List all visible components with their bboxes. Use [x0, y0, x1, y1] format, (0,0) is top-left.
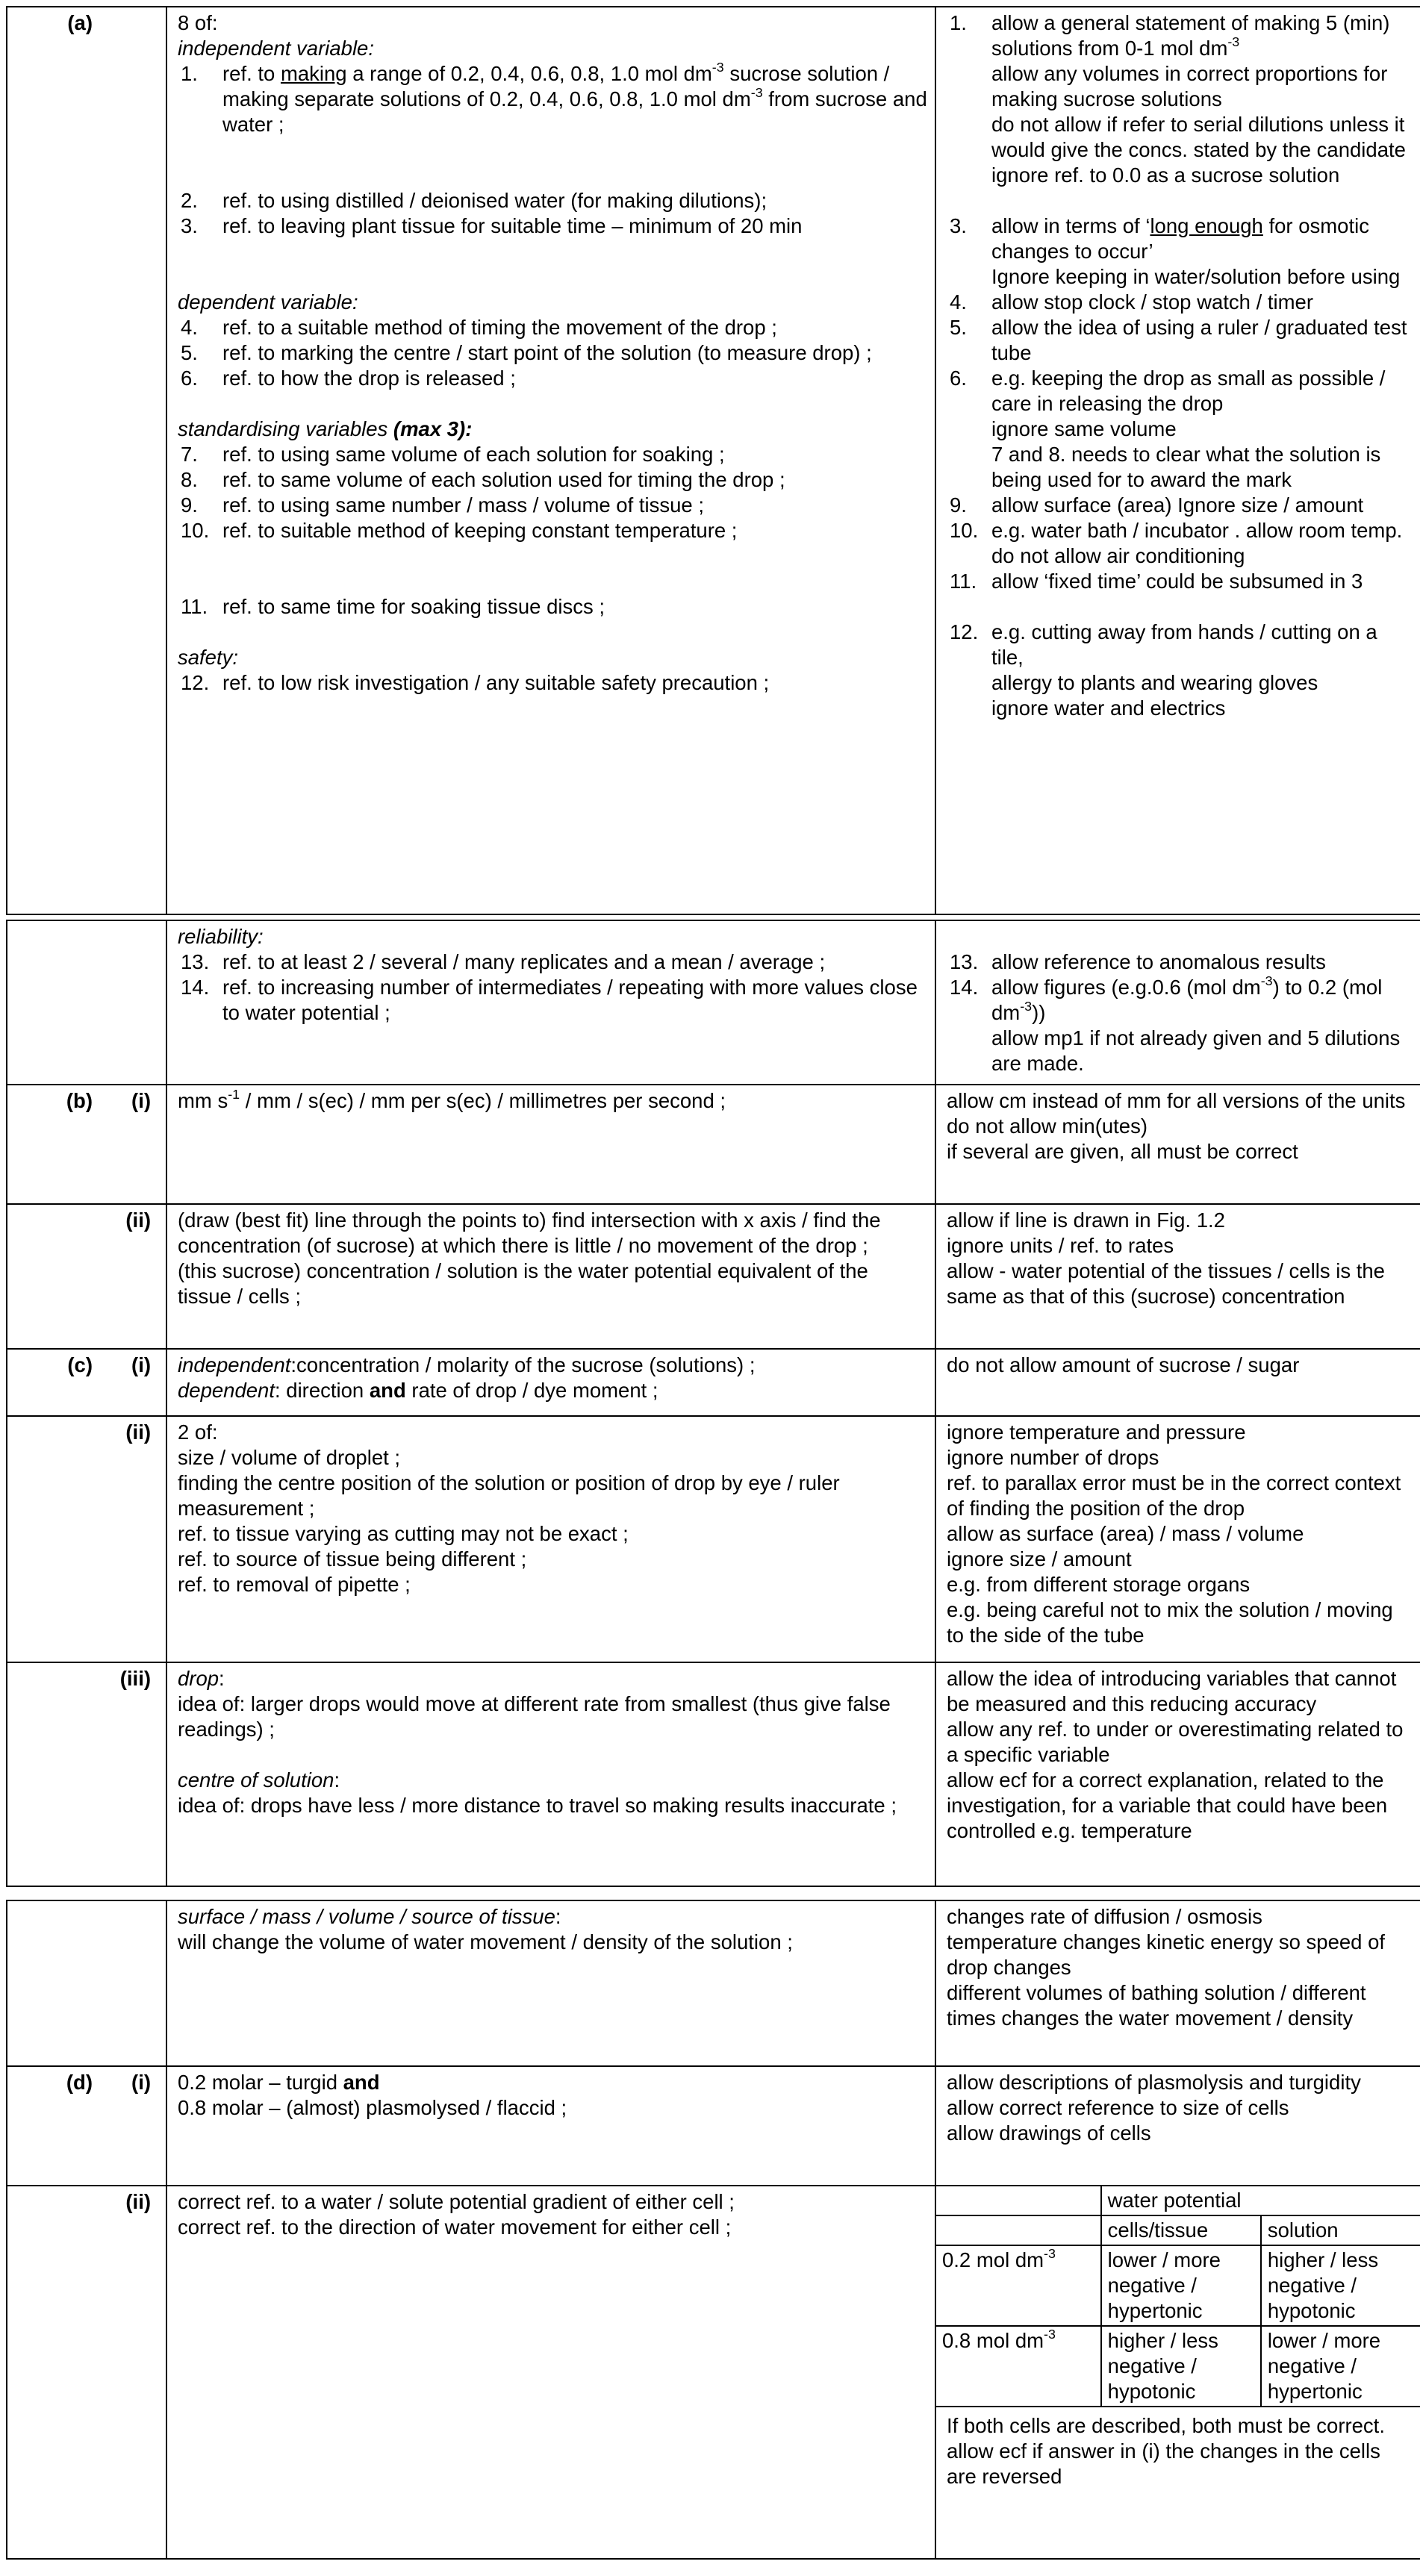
- numbered-list: [178, 188, 927, 239]
- item-number: 13.: [181, 950, 210, 973]
- question-label-cell: (d) (i): [7, 2066, 166, 2186]
- item-text: e.g. water bath / incubator . allow room temp. do not allow air conditioning: [991, 519, 1403, 567]
- table-header: water potential: [1101, 2186, 1420, 2215]
- intro-text: 8 of:: [178, 11, 218, 34]
- question-label-cell: [7, 1900, 166, 2066]
- question-label-cell: [7, 7, 166, 914]
- guidance-cell: changes rate of diffusion / osmosis temperature changes kinetic energy so speed of drop changes different volumes of bathing solution / different times changes the water movement / density: [935, 1900, 1420, 2066]
- mark-scheme-table-part-a: [6, 6, 1420, 915]
- table-row: [7, 2066, 1420, 2186]
- list-item: [947, 315, 1413, 366]
- numbered-list: [178, 315, 927, 391]
- answer-cell: drop: idea of: larger drops would move at different rate from smallest (thus give false readings) ; centre of solution: idea of: drops have less / more distance to travel so making results inaccurate ;: [166, 1662, 935, 1886]
- numbered-list: [178, 442, 927, 543]
- list-item: [947, 518, 1413, 569]
- item-number: 11.: [181, 595, 208, 618]
- table-cell: higher / less negative / hypotonic: [1101, 2326, 1261, 2407]
- list-item: [178, 61, 927, 137]
- item-number: 10.: [950, 519, 979, 542]
- guidance-note: If both cells are described, both must be correct. allow ecf if answer in (i) the changes in the cells are reversed: [947, 2414, 1385, 2488]
- numbered-list: [947, 493, 1413, 518]
- table-cell: higher / less negative / hypotonic: [1261, 2245, 1420, 2326]
- item-number: 12.: [181, 671, 210, 694]
- item-number: 11.: [950, 570, 977, 593]
- list-item: [178, 366, 927, 391]
- item-number: 5.: [181, 341, 198, 364]
- mark-scheme-table-part-c: [6, 1900, 1420, 2560]
- item-number: 1.: [950, 11, 967, 34]
- item-text: ref. to how the drop is released ;: [222, 367, 516, 390]
- item-text: e.g. cutting away from hands / cutting on a tile, allergy to plants and wearing gloves ignore water and electrics: [991, 620, 1377, 720]
- item-number: 7.: [181, 443, 198, 466]
- section-heading: dependent variable:: [178, 290, 358, 314]
- list-item: [178, 493, 927, 518]
- list-item: [178, 518, 927, 543]
- list-item: [178, 594, 927, 620]
- list-item: [947, 949, 1413, 975]
- answer-cell: 2 of: size / volume of droplet ; finding the centre position of the solution or position of drop by eye / ruler measurement ; ref. to tissue varying as cutting may not be exact ; ref. to source of tissue being different ; ref. to removal of pipette ;: [166, 1416, 935, 1662]
- item-number: 5.: [950, 316, 967, 339]
- item-number: 9.: [181, 493, 198, 517]
- question-label-cell: (ii): [7, 2186, 166, 2559]
- table-row: [7, 1900, 1420, 2066]
- guidance-cell: allow cm instead of mm for all versions of the units do not allow min(utes) if several are given, all must be correct: [935, 1085, 1420, 1204]
- question-label-cell: [7, 920, 166, 1085]
- table-row: [7, 1085, 1420, 1204]
- item-text: allow the idea of using a ruler / graduated test tube: [991, 316, 1407, 364]
- water-potential-table: [936, 2186, 1420, 2407]
- item-text: ref. to low risk investigation / any suitable safety precaution ;: [222, 671, 770, 694]
- list-item: [178, 340, 927, 366]
- answer-cell: correct ref. to a water / solute potential gradient of either cell ; correct ref. to the direction of water movement for either cell ;: [166, 2186, 935, 2559]
- answer-cell: 0.2 molar – turgid and 0.8 molar – (almost) plasmolysed / flaccid ;: [166, 2066, 935, 2186]
- item-text: allow ‘fixed time’ could be subsumed in 3: [991, 570, 1363, 593]
- guidance-cell: allow the idea of introducing variables that cannot be measured and this reducing accuracy allow any ref. to under or overestimating related to a specific variable allow ecf for a correct explanation, related to the investigation, for a variable that could have been controlled e.g. temperature: [935, 1662, 1420, 1886]
- column-header: cells/tissue: [1101, 2215, 1261, 2245]
- list-item: [947, 620, 1413, 721]
- item-text: allow in terms of ‘long enough for osmotic changes to occur’ Ignore keeping in water/solution before using: [991, 214, 1401, 288]
- question-label: (a): [67, 11, 93, 34]
- item-text: allow surface (area) Ignore size / amount: [991, 493, 1364, 517]
- item-text: ref. to using distilled / deionised water (for making dilutions);: [222, 189, 767, 212]
- list-item: [178, 188, 927, 213]
- list-item: [178, 442, 927, 467]
- item-number: 12.: [950, 620, 979, 643]
- table-row: [936, 2326, 1420, 2407]
- section-heading: standardising variables (max 3):: [178, 417, 473, 440]
- question-label-cell: (c) (i): [7, 1349, 166, 1416]
- list-item: [947, 366, 1413, 493]
- column-header: solution: [1261, 2215, 1420, 2245]
- guidance-cell: [935, 2186, 1420, 2559]
- numbered-list: [178, 594, 927, 620]
- item-number: 3.: [950, 214, 967, 237]
- table-cell: lower / more negative / hypertonic: [1261, 2326, 1420, 2407]
- list-item: [947, 569, 1413, 594]
- table-row: [936, 2215, 1420, 2245]
- item-number: 6.: [181, 367, 198, 390]
- list-item: [178, 975, 927, 1026]
- list-item: [947, 10, 1413, 188]
- answer-cell: surface / mass / volume / source of tissue: will change the volume of water movement / density of the solution ;: [166, 1900, 935, 2066]
- list-item: [947, 213, 1413, 290]
- answer-cell: (draw (best fit) line through the points to) find intersection with x axis / find the concentration (of sucrose) at which there is little / no movement of the drop ; (this sucrose) concentration / solution is the water potential equivalent of the tissue / cells ;: [166, 1204, 935, 1349]
- item-number: 14.: [181, 976, 210, 999]
- table-row: [7, 1349, 1420, 1416]
- table-cell: lower / more negative / hypertonic: [1101, 2245, 1261, 2326]
- answer-cell: [166, 920, 935, 1085]
- table-cell: 0.2 mol $dm^{-3}$: [936, 2245, 1101, 2326]
- question-label-cell: (ii): [7, 1416, 166, 1662]
- table-row: [7, 2186, 1420, 2559]
- guidance-cell: [935, 7, 1420, 914]
- question-label-cell: (iii): [7, 1662, 166, 1886]
- list-item: [178, 467, 927, 493]
- question-label-cell: (b) (i): [7, 1085, 166, 1204]
- answer-cell: independent:concentration / molarity of the sucrose (solutions) ; dependent: direction and rate of drop / dye moment ;: [166, 1349, 935, 1416]
- numbered-list: [947, 290, 1413, 315]
- list-item: [178, 949, 927, 975]
- item-text: ref. to same time for soaking tissue discs ;: [222, 595, 605, 618]
- question-label-cell: (ii): [7, 1204, 166, 1349]
- item-text: e.g. keeping the drop as small as possible / care in releasing the drop ignore same volume 7 and 8. needs to clear what the solution is being used for to award the mark: [991, 367, 1386, 491]
- item-text: ref. to using same volume of each solution for soaking ;: [222, 443, 725, 466]
- item-text: ref. to a suitable method of timing the movement of the drop ;: [222, 316, 777, 339]
- item-number: 8.: [181, 468, 198, 491]
- mark-scheme-table-part-b: [6, 920, 1420, 1887]
- item-text: allow stop clock / stop watch / timer: [991, 290, 1313, 314]
- numbered-list: [947, 10, 1413, 188]
- section-heading: safety:: [178, 646, 239, 669]
- list-item: [947, 290, 1413, 315]
- table-row: [7, 7, 1420, 914]
- item-text: ref. to using same number / mass / volume of tissue ;: [222, 493, 704, 517]
- item-number: 10.: [181, 519, 210, 542]
- table-row: [936, 2245, 1420, 2326]
- item-text: allow figures (e.g.0.6 (mol $dm^{-3}$) to 0.2 (mol $dm^{-3}$)) allow mp1 if not already given and 5 dilutions are made.: [991, 973, 1401, 1075]
- section-heading: reliability:: [178, 925, 264, 948]
- numbered-list: [947, 569, 1413, 594]
- numbered-list: [178, 61, 927, 137]
- list-item: [178, 315, 927, 340]
- item-number: 9.: [950, 493, 967, 517]
- table-cell: 0.8 mol $dm^{-3}$: [936, 2326, 1101, 2407]
- item-text: ref. to at least 2 / several / many replicates and a mean / average ;: [222, 950, 826, 973]
- numbered-list: [178, 670, 927, 696]
- table-row: [7, 920, 1420, 1085]
- guidance-cell: ignore temperature and pressure ignore number of drops ref. to parallax error must be in the correct context of finding the position of the drop allow as surface (area) / mass / volume ignore size / amount e.g. from different storage organs e.g. being careful not to mix the solution / moving to the side of the tube: [935, 1416, 1420, 1662]
- section-heading: independent variable:: [178, 37, 374, 60]
- item-number: 13.: [950, 950, 979, 973]
- item-text: ref. to marking the centre / start point of the solution (to measure drop) ;: [222, 341, 872, 364]
- item-number: 4.: [950, 290, 967, 314]
- table-row: [7, 1662, 1420, 1886]
- item-text: ref. to leaving plant tissue for suitable time – minimum of 20 min: [222, 214, 803, 237]
- answer-cell: mm $s^{-1}$ / mm / s(ec) / mm per s(ec) / millimetres per second ;: [166, 1085, 935, 1204]
- table-row: [7, 1416, 1420, 1662]
- item-text: ref. to increasing number of intermediates / repeating with more values close to water potential ;: [222, 976, 918, 1024]
- item-text: ref. to same volume of each solution used for timing the drop ;: [222, 468, 785, 491]
- numbered-list: [947, 620, 1413, 721]
- numbered-list: [947, 949, 1413, 1076]
- numbered-list: [947, 315, 1413, 366]
- guidance-cell: [935, 920, 1420, 1085]
- numbered-list: [947, 518, 1413, 569]
- list-item: [178, 213, 927, 239]
- guidance-cell: allow if line is drawn in Fig. 1.2 ignore units / ref. to rates allow - water potential of the tissues / cells is the same as that of this (sucrose) concentration: [935, 1204, 1420, 1349]
- item-text: allow reference to anomalous results: [991, 950, 1326, 973]
- item-number: 4.: [181, 316, 198, 339]
- numbered-list: [947, 366, 1413, 493]
- list-item: [947, 975, 1413, 1076]
- table-row: [7, 1204, 1420, 1349]
- table-row: [936, 2186, 1420, 2215]
- numbered-list: [178, 949, 927, 1026]
- item-number: 14.: [950, 976, 979, 999]
- item-number: 6.: [950, 367, 967, 390]
- list-item: [947, 493, 1413, 518]
- list-item: [178, 670, 927, 696]
- item-number: 2.: [181, 189, 198, 212]
- item-text: ref. to suitable method of keeping constant temperature ;: [222, 519, 738, 542]
- guidance-cell: do not allow amount of sucrose / sugar: [935, 1349, 1420, 1416]
- item-number: 3.: [181, 214, 198, 237]
- numbered-list: [947, 213, 1413, 290]
- answer-cell: [166, 7, 935, 914]
- item-text: allow a general statement of making 5 (min) solutions from 0-1 mol $dm^{-3}$ allow any volumes in correct proportions for making sucrose solutions do not allow if refer to serial dilutions unless it would give the concs. stated by the candidate ignore ref. to 0.0 as a sucrose solution: [991, 11, 1406, 187]
- item-number: 1.: [181, 62, 198, 85]
- item-text: ref. to making a range of 0.2, 0.4, 0.6, 0.8, 1.0 mol $dm^{-3}$ sucrose solution / making separate solutions of 0.2, 0.4, 0.6, 0.8, 1.0 mol $dm^{-3}$ from sucrose and water ;: [222, 60, 927, 136]
- guidance-cell: allow descriptions of plasmolysis and turgidity allow correct reference to size of cells allow drawings of cells: [935, 2066, 1420, 2186]
